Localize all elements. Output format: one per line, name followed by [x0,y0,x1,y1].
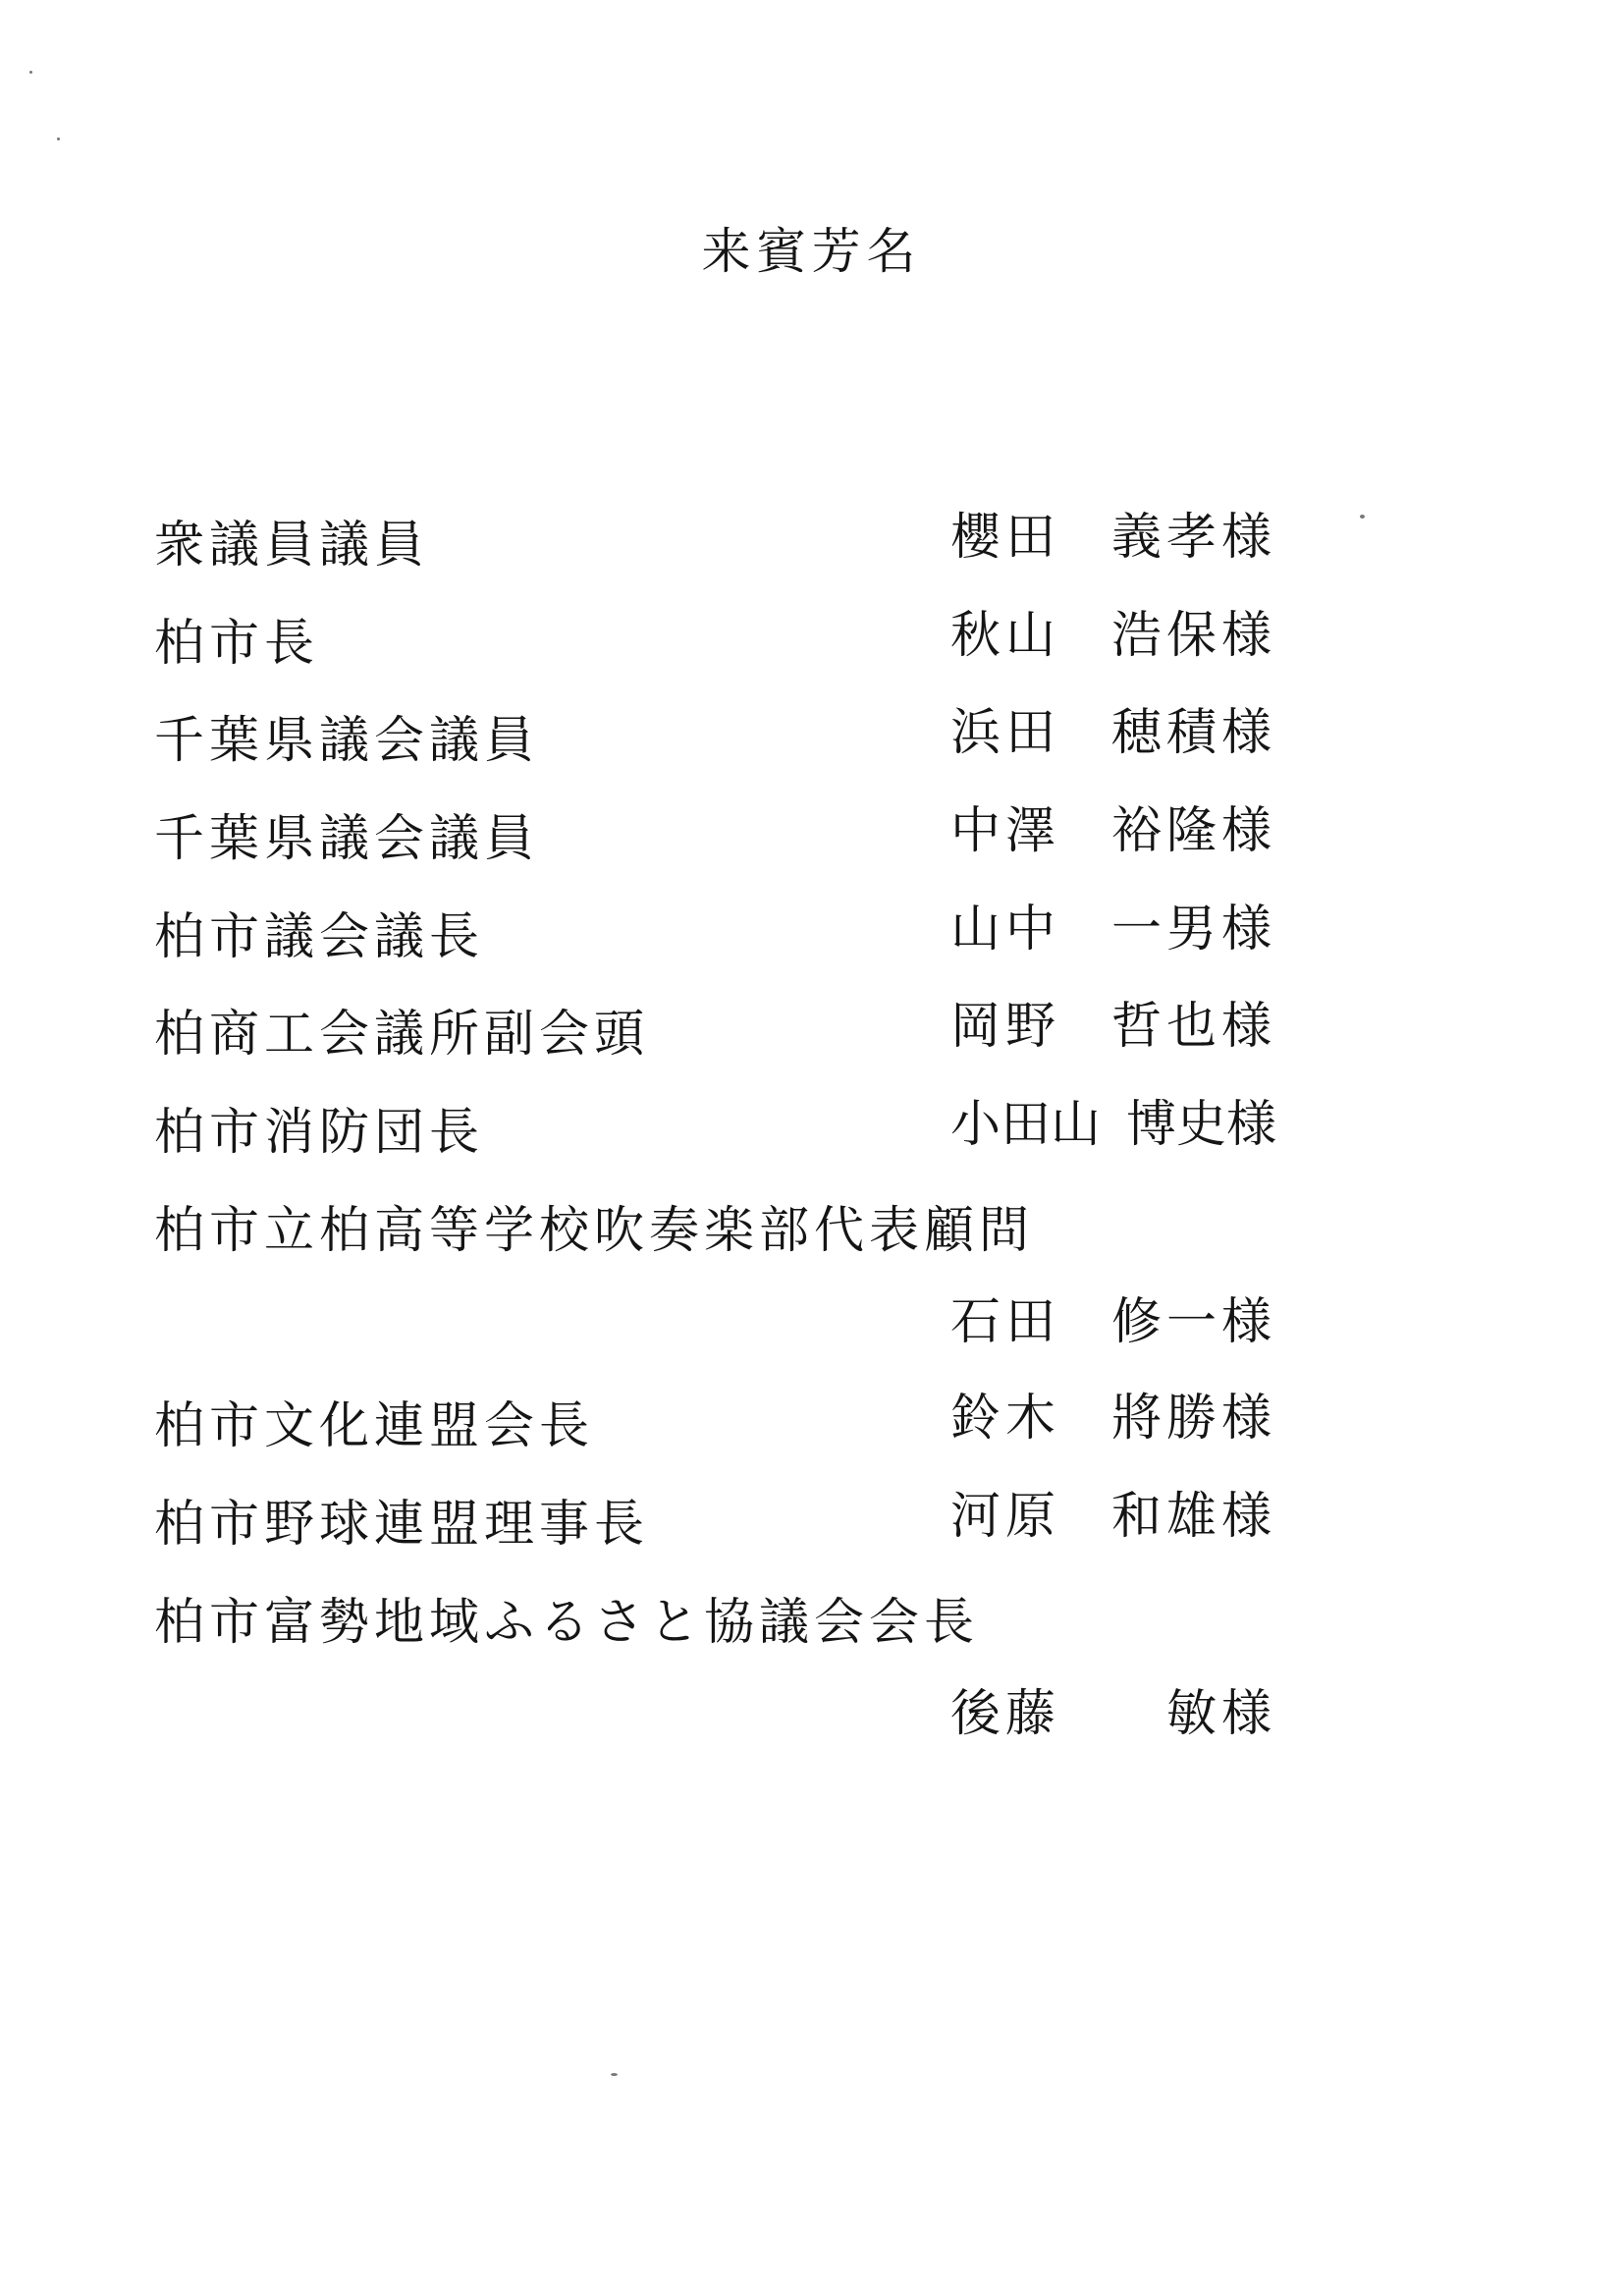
guest-role: 千葉県議会議員 [154,712,540,770]
guest-surname: 浜田 [950,704,1061,762]
guest-name [950,1293,1276,1351]
guest-name [950,1390,1276,1448]
guest-given-name: 浩保様 [1110,607,1276,665]
guest-surname: 秋山 [950,607,1061,665]
guest-given-name: 和雄様 [1110,1488,1276,1546]
guest-surname: 鈴木 [950,1390,1061,1448]
guest-name [950,704,1276,762]
guest-given-name: 哲也様 [1110,998,1276,1056]
guest-name [950,998,1276,1056]
guest-role: 柏市長 [154,615,320,673]
guest-name [950,509,1276,567]
guest-role: 柏市野球連盟理事長 [154,1496,650,1554]
guest-surname: 河原 [950,1488,1061,1546]
guest-surname: 中澤 [950,802,1061,860]
guest-surname: 小田山 [950,1096,1102,1154]
guest-given-name: 裕隆様 [1110,802,1276,860]
guest-role: 柏商工会議所副会頭 [154,1006,650,1064]
guest-surname: 石田 [950,1293,1061,1351]
guest-surname: 後藤 [950,1685,1061,1743]
guest-surname: 山中 [950,901,1061,958]
guest-name [950,1685,1276,1743]
guest-role: 柏市立柏高等学校吹奏楽部代表顧問 [154,1202,1035,1260]
guest-given-name: 義孝様 [1110,509,1276,567]
guest-role: 柏市富勢地域ふるさと協議会会長 [154,1594,980,1652]
guest-role: 柏市文化連盟会長 [154,1397,595,1455]
guest-given-name: 敏様 [1165,1685,1276,1743]
scan-speck [57,137,60,140]
guest-given-name: 穂積様 [1110,704,1276,762]
guest-name [950,1488,1276,1546]
guest-given-name: 博史様 [1125,1096,1276,1154]
guest-role: 柏市消防団長 [154,1104,485,1162]
guest-name [950,802,1276,860]
guest-name [950,1096,1276,1154]
guest-role: 千葉県議会議員 [154,810,540,868]
guest-role: 柏市議会議長 [154,908,485,966]
guest-name [950,901,1276,958]
guest-name [950,607,1276,665]
guest-given-name: 一男様 [1110,901,1276,958]
scan-speck [611,2073,618,2076]
document-title: 来賓芳名 [701,223,922,280]
scan-speck [29,71,32,74]
scan-speck [1360,515,1365,519]
guest-surname: 櫻田 [950,509,1061,567]
guest-surname: 岡野 [950,998,1061,1056]
guest-role: 衆議員議員 [154,517,430,574]
guest-given-name: 修一様 [1110,1293,1276,1351]
guest-given-name: 將勝様 [1110,1390,1276,1448]
